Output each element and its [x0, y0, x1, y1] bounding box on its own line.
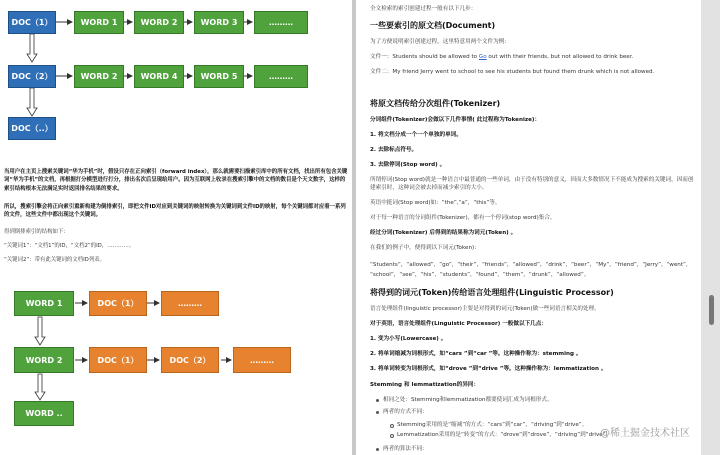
left-page: [0, 0, 352, 455]
ellipsis-box: ………: [233, 347, 291, 373]
subheading: Stemming 和 lemmatization的异同：: [370, 382, 480, 388]
word-box: WORD 5: [194, 65, 244, 88]
doc1-prefix: 文件一：Students should be allowed to: [370, 54, 479, 60]
paragraph: 在我们的例子中，便得到以下词元(Token)：: [370, 245, 480, 251]
doc-box: DOC（1）: [8, 11, 56, 34]
list-item: 3. 将单词转变为词根形式，如“drove ”到“drive ”等。这种操作称为：lemmatization 。: [370, 366, 607, 372]
sub-bullet: [390, 424, 394, 428]
section-heading-tokenizer: 将原文档传给分次组件(Tokenizer): [370, 99, 501, 108]
paragraph-structure: 得到倒排索引的结构如下：: [4, 229, 69, 235]
paragraph-inverted-index: [4, 203, 348, 220]
inverted-index-text: 所以，搜索引擎会将正向索引重新构建为倒排索引，即把文件ID对应到关键词的映射转换为关键词到文件ID的映射，每个关键词都对应着一系列的文件，这些文件中都出现这个关键词。: [4, 204, 346, 219]
right-page: [356, 0, 701, 455]
sub-bullet-item: Stemming采用的是“缩减”的方式：“cars”到“car”，“driving”到“drive”。: [397, 422, 588, 428]
paragraph: 对于英语，语言处理组件(Linguistic Processor) 一般做以下几点：: [370, 321, 547, 327]
doc-box: DOC（1）: [89, 347, 147, 373]
word-box: WORD ..: [14, 401, 74, 426]
bullet-item: 相同之处：Stemming和lemmatization都要使词汇成为词根形式。: [383, 397, 553, 403]
word-box: WORD 4: [134, 65, 184, 88]
word-box: WORD 2: [74, 65, 124, 88]
doc-box: DOC（2）: [8, 65, 56, 88]
paragraph: 英语中挺词(Stop word)如：“the”,“a”，“this”等。: [370, 200, 501, 206]
paragraph-stopword: 所谓停词(Stop word)就是一种语言中最普通的一些单词，由于没有特别的意义，因而大多数情况下不能成为搜索的关键词，因而创建索引时，这种词会被去掉而减少索引的大小。: [370, 177, 694, 192]
doc2-line: 文件二：My friend Jerry went to school to see his students but found them drunk which is not allowed.: [370, 69, 655, 75]
paragraph: 语言处理组件(linguistic processor)主要是对得到的词元(Token)做一些同语言相关的处理。: [370, 306, 600, 312]
ellipsis-box: ………: [254, 65, 308, 88]
ellipsis-box: ………: [254, 11, 308, 34]
paragraph-keyword1: “关键词1”：“文档1”的ID，“文档2”的ID，…………。: [4, 243, 135, 249]
doc1-suffix: out with their friends, but not allowed to drink beer.: [486, 54, 634, 60]
doc-box: DOC（..）: [8, 117, 56, 140]
step-item: 3. 去除停词(Stop word) 。: [370, 162, 446, 168]
paragraph-forward-index: 当用户在主页上搜索关键词“华为手机”时，假设只存在正向索引（forward index），那么就需要扫描索引库中的所有文档，找出所有包含关键词“华为手机”的文档，再根据打分模型进行打分，排出名次后呈现给用户。因为互联网上收录在搜索引擎中的文档的数目是个天文数字，这样的索引结构根本无法满足实时返回排名结果的要求。: [4, 169, 348, 192]
word-box: WORD 2: [134, 11, 184, 34]
bullet-item: 两者的算法不同：: [383, 446, 428, 452]
scrollbar-thumb[interactable]: [709, 295, 714, 325]
section-heading-linguistic: 将得到的词元(Token)传给语言处理组件(Linguistic Processor): [370, 288, 614, 297]
sub-bullet-item: Lemmatization采用的是“转变”的方式：“drove”到“drove”，“driving”到“drive”。: [397, 432, 612, 438]
doc-box: DOC（2）: [161, 347, 219, 373]
sub-bullet: [390, 434, 394, 438]
scrollbar-track[interactable]: [701, 0, 720, 455]
watermark: @稀土掘金技术社区: [600, 428, 690, 439]
bullet-item: 两者的方式不同：: [383, 409, 428, 415]
tokens-line: “Students”，“allowed”，“go”，“their”，“friends”，“allowed”，“drink”，“beer”，“My”，“friend”，“Jerry”，“went”，: [370, 262, 692, 268]
bullet: [376, 399, 379, 402]
section-heading-document: 一些要索引的原文档(Document): [370, 21, 496, 30]
list-item: 2. 将单词缩减为词根形式，如“cars ”到“car ”等。这种操作称为：stemming 。: [370, 351, 582, 357]
paragraph: 对于每一种语言的分词组件(Tokenizer)，都有一个停词(stop word)集合。: [370, 215, 556, 221]
step-item: 2. 去除标点符号。: [370, 147, 418, 153]
word-box: WORD 3: [194, 11, 244, 34]
paragraph-keyword2: “关键词2”：带有此关键词的文档ID列表。: [4, 257, 106, 263]
ellipsis-box: ………: [161, 291, 219, 316]
intro-text: 全文检索的索引创建过程一般有以下几步：: [370, 6, 477, 12]
step-item: 1. 将文档分成一个一个单独的单词。: [370, 132, 462, 138]
paragraph: 经过分词(Tokenizer) 后得到的结果称为词元(Token) 。: [370, 230, 517, 236]
paragraph: 分词组件(Tokenizer)会做以下几件事情( 此过程称为Tokenize)：: [370, 117, 541, 123]
bullet: [376, 448, 379, 451]
tokens-line: “school”，“see”，“his”，“students”，“found”，“them”，“drunk”，“allowed”。: [370, 272, 590, 278]
word-box: WORD 1: [74, 11, 124, 34]
word-box: WORD 2: [14, 347, 74, 373]
paragraph: 为了方便说明索引创建过程，这里特意用两个文件为例：: [370, 39, 510, 45]
doc-box: DOC（1）: [89, 291, 147, 316]
go-link[interactable]: Go: [478, 54, 487, 60]
bullet: [376, 411, 379, 414]
list-item: 1. 变为小写(Lowercase) 。: [370, 336, 447, 342]
word-box: WORD 1: [14, 291, 74, 316]
doc1-line: [370, 53, 695, 61]
